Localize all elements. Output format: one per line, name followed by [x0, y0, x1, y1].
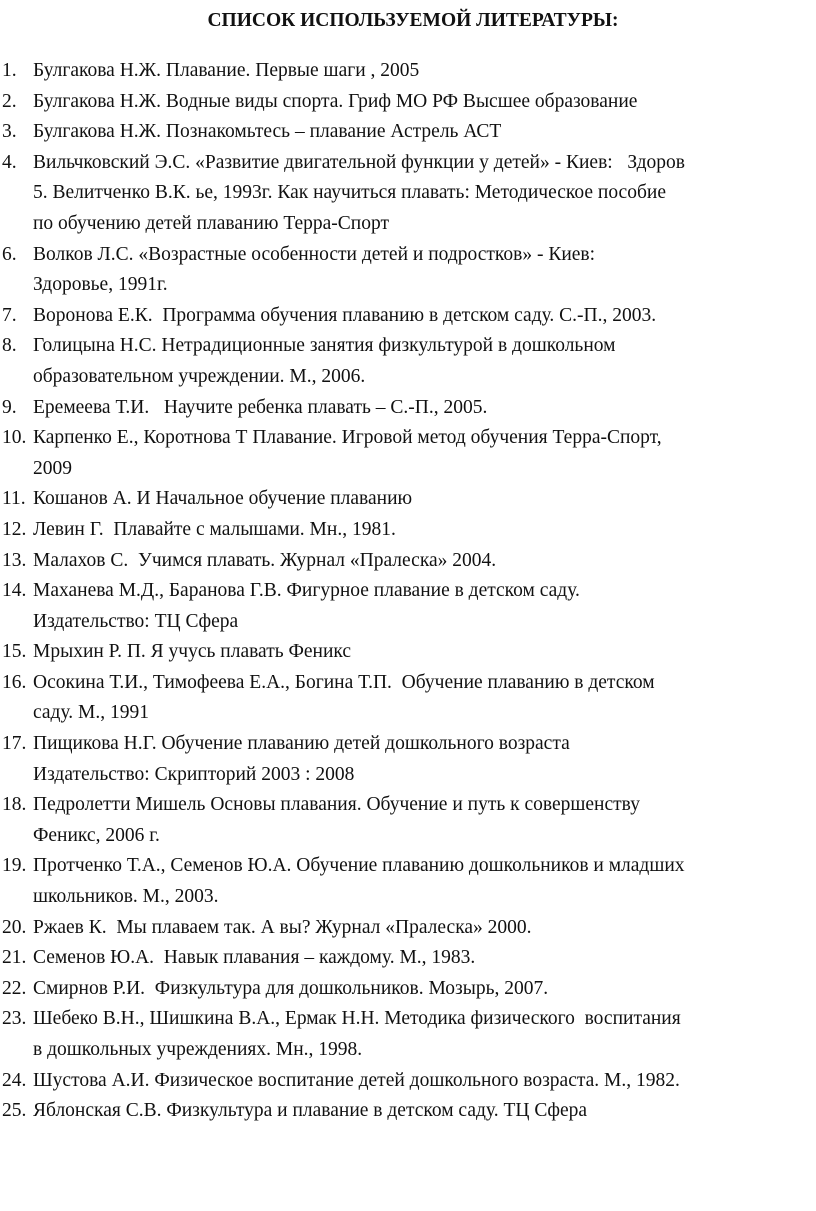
list-item — [0, 515, 806, 546]
list-item-text — [33, 301, 806, 332]
list-item-text — [33, 851, 806, 912]
list-item-line: Булгакова Н.Ж. Плавание. Первые шаги , 2005 — [33, 60, 420, 81]
list-item-text — [33, 515, 806, 546]
list-item-line: по обучению детей плаванию Терра-Спорт — [33, 212, 389, 234]
list-item-line: Педролетти Мишель Основы плавания. Обучение и путь к совершенству — [33, 794, 640, 816]
list-item-line: 5. Велитченко В.К. ье, 1993г. Как научиться плавать: Методическое пособие — [33, 182, 666, 204]
list-item — [0, 974, 806, 1005]
list-item-text — [33, 240, 806, 301]
list-item-text — [33, 913, 806, 944]
list-item-line: Смирнов Р.И. Физкультура для дошкольников. Мозырь, 2007. — [33, 977, 549, 999]
list-item-text — [33, 974, 806, 1005]
list-item-number: 21. — [2, 947, 27, 969]
list-item-line: Здоровье, 1991г. — [33, 274, 168, 296]
list-item-line: Семенов Ю.А. Навык плавания – каждому. М., 1983. — [33, 947, 476, 969]
list-item-text — [33, 668, 806, 729]
list-item-text — [33, 87, 806, 118]
list-item-text — [33, 576, 806, 637]
list-item — [0, 1004, 806, 1065]
list-item-line: Еремеева Т.И. Научите ребенка плавать – С.-П., 2005. — [33, 396, 488, 418]
list-item — [0, 331, 806, 392]
list-item-line: Издательство: ТЦ Сфера — [33, 610, 239, 632]
list-item — [0, 393, 806, 424]
page-title: СПИСОК ИСПОЛЬЗУЕМОЙ ЛИТЕРАТУРЫ: — [207, 10, 619, 31]
reference-list — [0, 56, 806, 1127]
list-item-line: образовательном учреждении. М., 2006. — [33, 365, 366, 387]
list-item — [0, 546, 806, 577]
list-item-line: 2009 — [33, 457, 72, 479]
list-item-number: 17. — [2, 733, 27, 755]
list-item — [0, 301, 806, 332]
list-item-line: Вильчковский Э.С. «Развитие двигательной функции у детей» - Киев: Здоров — [33, 151, 685, 173]
list-item — [0, 1066, 806, 1097]
list-item-line: саду. М., 1991 — [33, 702, 149, 724]
list-item-text — [33, 943, 806, 974]
list-item-text — [33, 423, 806, 484]
list-item — [0, 729, 806, 790]
list-item-number: 6. — [2, 243, 17, 265]
list-item-text — [33, 1066, 806, 1097]
list-item-text — [33, 729, 806, 790]
list-item-line: Пищикова Н.Г. Обучение плаванию детей дошкольного возраста — [33, 733, 570, 755]
list-item-line: Волков Л.С. «Возрастные особенности детей и подростков» - Киев: — [33, 243, 596, 265]
list-item-line: Маханева М.Д., Баранова Г.В. Фигурное плавание в детском саду. — [33, 580, 580, 602]
list-item-line: Яблонская С.В. Физкультура и плавание в детском саду. ТЦ Сфера — [33, 1100, 588, 1122]
list-item-number: 25. — [2, 1100, 27, 1122]
list-item-text — [33, 637, 806, 668]
list-item-number: 24. — [2, 1069, 27, 1091]
list-item-text — [33, 56, 806, 87]
list-item-line: Осокина Т.И., Тимофеева Е.А., Богина Т.П. Обучение плаванию в детском — [33, 671, 655, 693]
list-item — [0, 913, 806, 944]
list-item-line: Малахов С. Учимся плавать. Журнал «Пралеска» 2004. — [33, 549, 497, 571]
list-item-text — [33, 1096, 806, 1127]
list-item — [0, 240, 806, 301]
list-item — [0, 117, 806, 148]
list-item-number: 23. — [2, 1008, 27, 1030]
list-item — [0, 668, 806, 729]
list-item-text — [33, 1004, 806, 1065]
list-item — [0, 943, 806, 974]
list-item-number: 12. — [2, 518, 27, 540]
list-item-line: Карпенко Е., Коротнова Т Плавание. Игровой метод обучения Терра-Спорт, — [33, 427, 662, 449]
list-item-line: Мрыхин Р. П. Я учусь плавать Феникс — [33, 641, 352, 663]
list-item — [0, 56, 806, 87]
list-item — [0, 851, 806, 912]
list-item — [0, 148, 806, 179]
list-item-number: 20. — [2, 916, 27, 938]
list-item — [0, 1096, 806, 1127]
list-item-line: Булгакова Н.Ж. Познакомьтесь – плавание Астрель АСТ — [33, 121, 502, 143]
list-item-line: школьников. М., 2003. — [33, 886, 219, 908]
list-item-line: Издательство: Скрипторий 2003 : 2008 — [33, 763, 355, 785]
list-item-number: 22. — [2, 977, 27, 999]
list-item-line: Ржаев К. Мы плаваем так. А вы? Журнал «Пралеска» 2000. — [33, 916, 532, 938]
list-item-number: 2. — [2, 90, 17, 112]
list-item-number: 11. — [2, 488, 26, 510]
list-item-number: 3. — [2, 121, 17, 143]
list-item-number: 15. — [2, 641, 27, 663]
list-item-line: Феникс, 2006 г. — [33, 824, 160, 846]
list-item-text — [33, 331, 806, 392]
list-item — [0, 637, 806, 668]
list-item-line: Булгакова Н.Ж. Водные виды спорта. Гриф МО РФ Высшее образование — [33, 90, 638, 112]
list-item-number: 18. — [2, 794, 27, 816]
list-item-text — [33, 790, 806, 851]
list-item-number: 8. — [2, 335, 17, 357]
list-item-line: Шебеко В.Н., Шишкина В.А., Ермак Н.Н. Методика физического воспитания — [33, 1008, 681, 1030]
list-item-line: Кошанов А. И Начальное обучение плаванию — [33, 488, 413, 510]
list-item — [0, 576, 806, 637]
list-item-text — [33, 484, 806, 515]
list-item-line: Шустова А.И. Физическое воспитание детей дошкольного возраста. М., 1982. — [33, 1069, 680, 1091]
list-item-number: 7. — [2, 304, 17, 326]
list-item-number: 16. — [2, 671, 27, 693]
list-item — [0, 423, 806, 484]
list-item-number: 9. — [2, 396, 17, 418]
list-item — [0, 484, 806, 515]
list-item — [0, 790, 806, 851]
list-item-text — [33, 178, 806, 239]
list-item-line: в дошкольных учреждениях. Мн., 1998. — [33, 1039, 363, 1060]
list-item-text — [33, 393, 806, 424]
list-item-number — [0, 178, 33, 239]
list-item-number: 1. — [2, 60, 17, 81]
list-item-number: 10. — [2, 427, 27, 449]
list-item-number: 14. — [2, 580, 27, 602]
list-item-number: 4. — [2, 151, 17, 173]
list-item-number: 19. — [2, 855, 27, 877]
list-item — [0, 87, 806, 118]
list-item-text — [33, 148, 806, 179]
list-item-number: 13. — [2, 549, 27, 571]
list-item-line: Голицына Н.С. Нетрадиционные занятия физкультурой в дошкольном — [33, 335, 616, 357]
list-item — [0, 178, 806, 239]
list-item-text — [33, 117, 806, 148]
list-item-line: Левин Г. Плавайте с малышами. Мн., 1981. — [33, 518, 396, 540]
list-item-line: Протченко Т.А., Семенов Ю.А. Обучение плаванию дошкольников и младших — [33, 855, 685, 877]
list-item-line: Воронова Е.К. Программа обучения плаванию в детском саду. С.-П., 2003. — [33, 304, 657, 326]
list-item-text — [33, 546, 806, 577]
